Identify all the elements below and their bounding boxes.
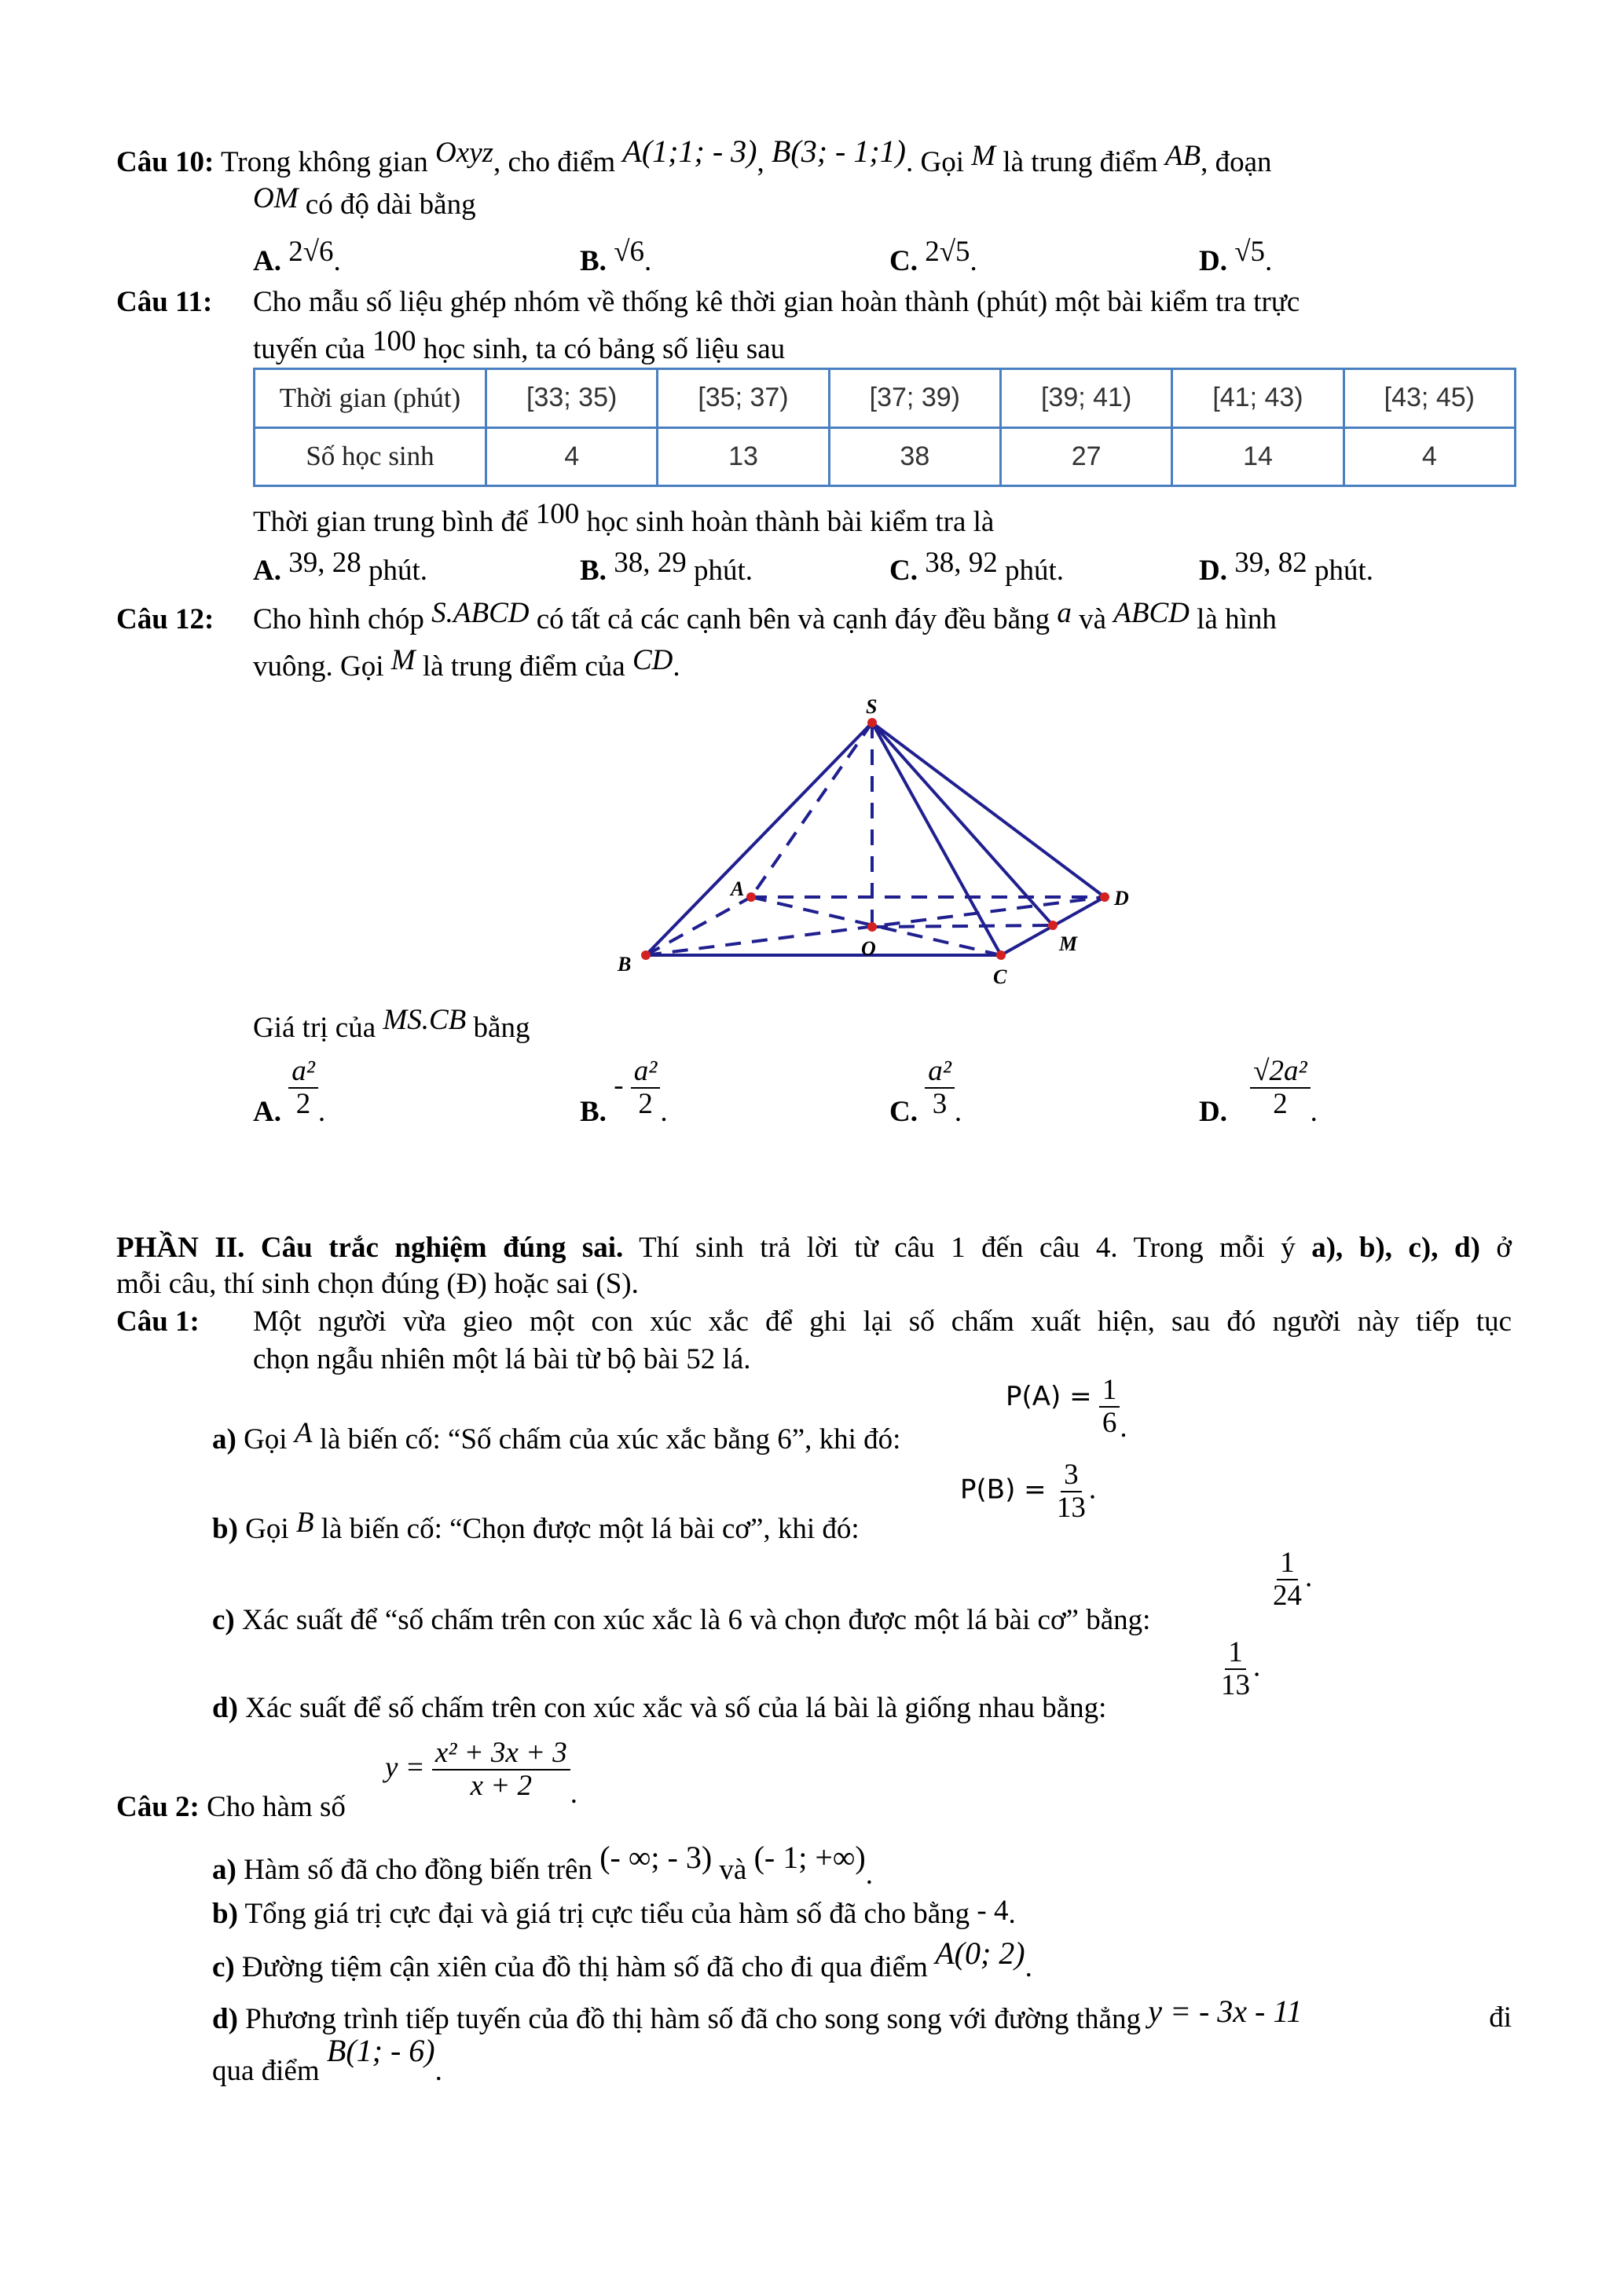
q10-label: Câu 10: bbox=[116, 146, 214, 178]
vertex-m bbox=[1048, 921, 1058, 930]
q12-m: M bbox=[390, 644, 416, 676]
q11-label: Câu 11: bbox=[116, 286, 213, 318]
item-label: d) bbox=[212, 1692, 238, 1724]
option-letter: B. bbox=[580, 245, 607, 277]
c1-label-line bbox=[116, 1304, 200, 1340]
table-cell: 14 bbox=[1172, 427, 1344, 486]
fraction-den: x + 2 bbox=[470, 1770, 533, 1802]
q11-text1 bbox=[253, 284, 1432, 320]
item-text: Đường tiệm cận xiên của đồ thị hàm số đã cho đi qua điểm bbox=[242, 1951, 928, 1983]
fraction-num: a² bbox=[631, 1056, 661, 1089]
pyramid-figure bbox=[605, 691, 1155, 990]
q11-line2 bbox=[253, 325, 786, 368]
c2-item-a[interactable]: a) Hàm số đã cho đồng biến trên (- ∞; - 3) và (- 1; +∞). bbox=[212, 1840, 873, 1891]
part2-intro-bold: a), b), c), d) bbox=[1311, 1232, 1480, 1264]
formula-lhs: P(A) = bbox=[1006, 1381, 1092, 1413]
q10-text2: , cho điểm bbox=[493, 146, 616, 178]
table-cell: 4 bbox=[1344, 427, 1515, 486]
q10-option-d[interactable] bbox=[1199, 236, 1273, 280]
fraction-num: a² bbox=[288, 1056, 318, 1089]
c1-item-c[interactable] bbox=[212, 1602, 1150, 1639]
item-point: B(1; - 6) bbox=[326, 2033, 435, 2068]
q11-line1 bbox=[116, 284, 212, 320]
part2-intro-line2 bbox=[116, 1266, 639, 1302]
formula-fraction bbox=[1270, 1547, 1305, 1612]
q12-cd: CD bbox=[632, 644, 673, 676]
table-row bbox=[255, 427, 1516, 486]
c1-item-d-formula: $\frac{1}{13}$ . bbox=[1218, 1637, 1260, 1701]
formula-fraction bbox=[1218, 1637, 1253, 1701]
option-fraction bbox=[631, 1056, 661, 1120]
label-m: M bbox=[1059, 932, 1078, 955]
option-letter: B. bbox=[580, 555, 607, 587]
table-cell: [39; 41) bbox=[1000, 369, 1171, 428]
q10-option-c[interactable] bbox=[889, 236, 977, 280]
edge-sb bbox=[646, 723, 872, 955]
item-text: Gọi bbox=[245, 1513, 289, 1545]
c2-item-b[interactable]: b) Tổng giá trị cực đại và giá trị cực tiểu của hàm số đã cho bằng - 4. bbox=[212, 1895, 1016, 1930]
option-value: 38, 29 bbox=[614, 547, 687, 579]
q12-a: a bbox=[1057, 597, 1072, 629]
edge-sd bbox=[872, 723, 1105, 897]
option-end: . bbox=[644, 245, 652, 277]
q11-line1-text: Cho mẫu số liệu ghép nhóm về thống kê thời gian hoàn thành (phút) một bài kiểm tra trực bbox=[253, 286, 1300, 318]
interval-2: (- 1; +∞) bbox=[753, 1840, 866, 1875]
q10-option-a[interactable] bbox=[253, 236, 341, 280]
option-value: 38, 92 bbox=[925, 547, 998, 579]
q10-ab: AB bbox=[1164, 140, 1201, 172]
q11-n: 100 bbox=[372, 325, 416, 357]
fraction-num: 1 bbox=[1225, 1637, 1246, 1670]
c1-line2 bbox=[253, 1342, 751, 1378]
q12-t5: vuông. Gọi bbox=[253, 650, 384, 683]
q10-text4: là trung điểm bbox=[1003, 146, 1158, 178]
q11-line2a: tuyến của bbox=[253, 333, 365, 365]
item-label: a) bbox=[212, 1854, 236, 1886]
table-cell: [41; 43) bbox=[1172, 369, 1344, 428]
c1-line1 bbox=[253, 1304, 1512, 1340]
label-b: B bbox=[618, 953, 632, 976]
q12-text2 bbox=[253, 644, 680, 685]
q11-option-c[interactable] bbox=[889, 547, 1065, 589]
formula-fraction bbox=[1099, 1375, 1120, 1439]
c2-item-c[interactable]: c) Đường tiệm cận xiên của đồ thị hàm số đã cho đi qua điểm A(0; 2). bbox=[212, 1935, 1032, 1983]
item-label: b) bbox=[212, 1513, 238, 1545]
item-var: B bbox=[295, 1507, 314, 1539]
label-c: C bbox=[993, 965, 1007, 988]
item-end: đi bbox=[1489, 2001, 1512, 2034]
q12-value-line bbox=[253, 1004, 530, 1046]
option-letter: A. bbox=[253, 1096, 281, 1129]
item-text: Hàm số đã cho đồng biến trên bbox=[244, 1854, 592, 1886]
fraction-num: 3 bbox=[1061, 1459, 1082, 1492]
option-sign: - bbox=[614, 1069, 624, 1102]
q10-oxyz: Oxyz bbox=[435, 137, 494, 169]
q12-option-a[interactable]: A. $\frac{\text{a²}}{2}$ . bbox=[253, 1055, 326, 1129]
item-label: c) bbox=[212, 1604, 235, 1636]
fraction-num: a² bbox=[925, 1056, 955, 1089]
c1-item-b-formula: P(B) = $\frac{3}{13}$ . bbox=[960, 1459, 1097, 1524]
table-cell: [37; 39) bbox=[829, 369, 1000, 428]
q11-option-b[interactable] bbox=[580, 547, 753, 589]
table-row bbox=[255, 369, 1516, 428]
q12-t1: Cho hình chóp bbox=[253, 603, 424, 635]
fraction-den: 24 bbox=[1273, 1580, 1302, 1612]
part2-intro bbox=[116, 1230, 1512, 1266]
c2-function: y = $\frac{\text{x² + 3x + 3}}{x + 2}$ . bbox=[385, 1737, 578, 1811]
item-label: c) bbox=[212, 1951, 235, 1983]
option-value: √5 bbox=[1234, 236, 1266, 268]
item-text2: là biến cố: “Số chấm của xúc xắc bằng 6”, khi đó: bbox=[319, 1423, 901, 1456]
label-o: O bbox=[861, 937, 876, 960]
edge-om bbox=[872, 925, 1053, 927]
q10-text: Trong không gian bbox=[220, 146, 428, 178]
c1-line2-text: chọn ngẫu nhiên một lá bài từ bộ bài 52 lá. bbox=[253, 1343, 751, 1375]
fraction-num: √2a² bbox=[1250, 1056, 1310, 1089]
option-fraction bbox=[925, 1056, 955, 1120]
fraction-den: 2 bbox=[1273, 1088, 1288, 1120]
table-cell: [33; 35) bbox=[486, 369, 658, 428]
option-unit: phút. bbox=[368, 555, 428, 587]
vertex-a bbox=[746, 892, 756, 902]
q10-text3: . Gọi bbox=[906, 146, 965, 178]
part2-intro-b: ở bbox=[1496, 1232, 1512, 1264]
fraction-den: 2 bbox=[638, 1088, 653, 1120]
option-fraction bbox=[1250, 1056, 1310, 1120]
q10-line1 bbox=[116, 134, 1272, 181]
q12-t2: có tất cả các cạnh bên và cạnh đáy đều bằng bbox=[536, 603, 1050, 635]
q12-text1 bbox=[253, 597, 1277, 638]
item-and: và bbox=[719, 1854, 747, 1886]
label-a: A bbox=[731, 877, 745, 900]
item-value: - 4 bbox=[977, 1895, 1009, 1927]
fraction-den: 13 bbox=[1221, 1669, 1250, 1701]
q12-abcd: ABCD bbox=[1113, 597, 1190, 629]
option-letter: A. bbox=[253, 245, 281, 277]
item-text: Xác suất để số chấm trên con xúc xắc và số của lá bài là giống nhau bằng: bbox=[245, 1692, 1107, 1724]
fraction-den: 6 bbox=[1102, 1407, 1117, 1439]
item-label: b) bbox=[212, 1898, 238, 1930]
option-letter: A. bbox=[253, 555, 281, 587]
q12-dot: . bbox=[673, 650, 680, 683]
option-unit: phút. bbox=[1314, 555, 1374, 587]
q12-value-b: bằng bbox=[473, 1012, 530, 1044]
q10-text6: có độ dài bằng bbox=[305, 189, 476, 221]
q12-option-b[interactable]: B. - $\frac{\text{a²}}{2}$ . bbox=[580, 1055, 668, 1129]
c2-label: Câu 2: bbox=[116, 1791, 200, 1823]
item-var: A bbox=[294, 1417, 313, 1449]
c1-item-b[interactable] bbox=[212, 1507, 860, 1547]
c1-label: Câu 1: bbox=[116, 1305, 200, 1338]
c1-item-a[interactable] bbox=[212, 1417, 901, 1458]
option-unit: phút. bbox=[1004, 555, 1065, 587]
fraction-num: 1 bbox=[1099, 1375, 1120, 1408]
table-cell: [35; 37) bbox=[658, 369, 829, 428]
q10-comma: , bbox=[757, 146, 764, 178]
vertex-d bbox=[1100, 892, 1109, 902]
q11-question-a: Thời gian trung bình để bbox=[253, 506, 529, 538]
c1-item-d[interactable] bbox=[212, 1690, 1106, 1727]
item-text2: là biến cố: “Chọn được một lá bài cơ”, khi đó: bbox=[321, 1513, 860, 1545]
function-y: y = bbox=[385, 1751, 425, 1784]
option-fraction bbox=[288, 1056, 318, 1120]
label-s: S bbox=[866, 695, 878, 718]
q12-t3: và bbox=[1079, 603, 1107, 635]
q11-option-d[interactable] bbox=[1199, 547, 1374, 589]
item-text: Gọi bbox=[244, 1423, 288, 1456]
option-letter: D. bbox=[1199, 1096, 1227, 1129]
c1-line1-text: Một người vừa gieo một con xúc xắc để ghi lại số chấm xuất hiện, sau đó người này tiếp tục bbox=[253, 1305, 1512, 1338]
q12-t4: là hình bbox=[1197, 603, 1277, 635]
item-label: a) bbox=[212, 1423, 236, 1456]
edge-sm bbox=[872, 723, 1053, 925]
option-value: 2√5 bbox=[925, 236, 970, 268]
q11-question bbox=[253, 498, 995, 540]
fraction-den: 2 bbox=[295, 1088, 311, 1120]
table-cell: 13 bbox=[658, 427, 829, 486]
q11-question-b: học sinh hoàn thành bài kiểm tra là bbox=[586, 506, 995, 538]
c2-item-d[interactable] bbox=[212, 1994, 1512, 2038]
q12-label: Câu 12: bbox=[116, 603, 214, 635]
part2-intro-a: Thí sinh trả lời từ câu 1 đến câu 4. Trong mỗi ý bbox=[639, 1232, 1296, 1264]
formula-lhs: P(B) = bbox=[960, 1474, 1047, 1506]
q10-point-b: B(3; - 1;1) bbox=[771, 134, 907, 169]
q12-sabcd: S.ABCD bbox=[431, 597, 530, 629]
q12-value-a: Giá trị của bbox=[253, 1012, 376, 1044]
function-fraction bbox=[432, 1738, 570, 1802]
q11-data-table bbox=[253, 368, 1516, 487]
vertex-o bbox=[867, 922, 877, 932]
item-text: Tổng giá trị cực đại và giá trị cực tiểu của hàm số đã cho bằng bbox=[244, 1898, 970, 1930]
item-text2: qua điểm bbox=[212, 2055, 320, 2087]
fraction-den: 13 bbox=[1056, 1492, 1086, 1524]
edge-sa bbox=[751, 723, 872, 897]
option-letter: B. bbox=[580, 1096, 607, 1129]
label-d: D bbox=[1114, 887, 1129, 910]
table-cell: [43; 45) bbox=[1344, 369, 1515, 428]
edge-ab bbox=[646, 897, 751, 955]
item-text: Xác suất để “số chấm trên con xúc xắc là 6 và chọn được một lá bài cơ” bằng: bbox=[242, 1604, 1151, 1636]
fraction-num: 1 bbox=[1277, 1547, 1298, 1580]
option-letter: C. bbox=[889, 555, 918, 587]
q10-text5: , đoạn bbox=[1201, 146, 1272, 178]
option-unit: phút. bbox=[693, 555, 753, 587]
q10-line2 bbox=[253, 182, 476, 223]
fraction-den: 3 bbox=[932, 1088, 948, 1120]
table-cell: 38 bbox=[829, 427, 1000, 486]
q10-point-a: A(1;1; - 3) bbox=[622, 134, 757, 169]
c2-line bbox=[116, 1789, 346, 1825]
part2-intro-line2-text: mỗi câu, thí sinh chọn đúng (Đ) hoặc sai (S). bbox=[116, 1268, 639, 1300]
q12-vector: MS.CB bbox=[383, 1004, 467, 1036]
vertex-c bbox=[996, 950, 1006, 960]
option-end: . bbox=[1265, 245, 1273, 277]
option-value: 2√6 bbox=[288, 236, 334, 268]
item-line-eq: y = - 3x - 11 bbox=[1148, 1994, 1303, 2029]
q11-option-a[interactable] bbox=[253, 547, 428, 589]
q11-question-n: 100 bbox=[535, 498, 580, 530]
option-letter: C. bbox=[889, 1096, 918, 1129]
q10-om: OM bbox=[253, 182, 299, 214]
table-cell: 27 bbox=[1000, 427, 1171, 486]
q12-option-c[interactable]: C. $\frac{\text{a²}}{3}$ . bbox=[889, 1055, 962, 1129]
item-label: d) bbox=[212, 2003, 238, 2035]
q10-option-b[interactable] bbox=[580, 236, 652, 280]
q11-line2b: học sinh, ta có bảng số liệu sau bbox=[423, 333, 786, 365]
fraction-num: x² + 3x + 3 bbox=[432, 1738, 570, 1771]
table-cell: 4 bbox=[486, 427, 658, 486]
q12-line1 bbox=[116, 602, 214, 638]
option-letter: D. bbox=[1199, 245, 1227, 277]
part2-title: PHẦN II. Câu trắc nghiệm đúng sai. bbox=[116, 1232, 624, 1264]
item-text: Phương trình tiếp tuyến của đồ thị hàm số đã cho song song với đường thẳng bbox=[245, 2003, 1141, 2035]
item-point: A(0; 2) bbox=[935, 1935, 1025, 1971]
option-value: √6 bbox=[614, 236, 644, 268]
option-letter: C. bbox=[889, 245, 918, 277]
c2-item-d-line2: qua điểm B(1; - 6). bbox=[212, 2033, 442, 2087]
option-letter: D. bbox=[1199, 555, 1227, 587]
q12-t6: là trung điểm của bbox=[422, 650, 625, 683]
option-value: 39, 28 bbox=[288, 547, 361, 579]
edge-sc bbox=[872, 723, 1001, 955]
vertex-b bbox=[641, 950, 651, 960]
q12-option-d[interactable]: D. $\frac{\text{√2a²}}{2}$ . bbox=[1199, 1055, 1318, 1129]
c1-item-c-formula: $\frac{1}{24}$ . bbox=[1270, 1547, 1312, 1612]
option-end: . bbox=[333, 245, 341, 277]
option-value: 39, 82 bbox=[1234, 547, 1307, 579]
formula-fraction bbox=[1054, 1459, 1089, 1524]
table-header-students: Số học sinh bbox=[255, 427, 486, 486]
c2-text: Cho hàm số bbox=[207, 1791, 346, 1823]
q10-m: M bbox=[971, 140, 996, 172]
vertex-s bbox=[867, 718, 877, 727]
option-end: . bbox=[970, 245, 977, 277]
interval-1: (- ∞; - 3) bbox=[599, 1840, 713, 1875]
c1-item-a-formula: P(A) = $\frac{1}{6}$ . bbox=[1006, 1374, 1127, 1445]
table-header-time: Thời gian (phút) bbox=[255, 369, 486, 428]
